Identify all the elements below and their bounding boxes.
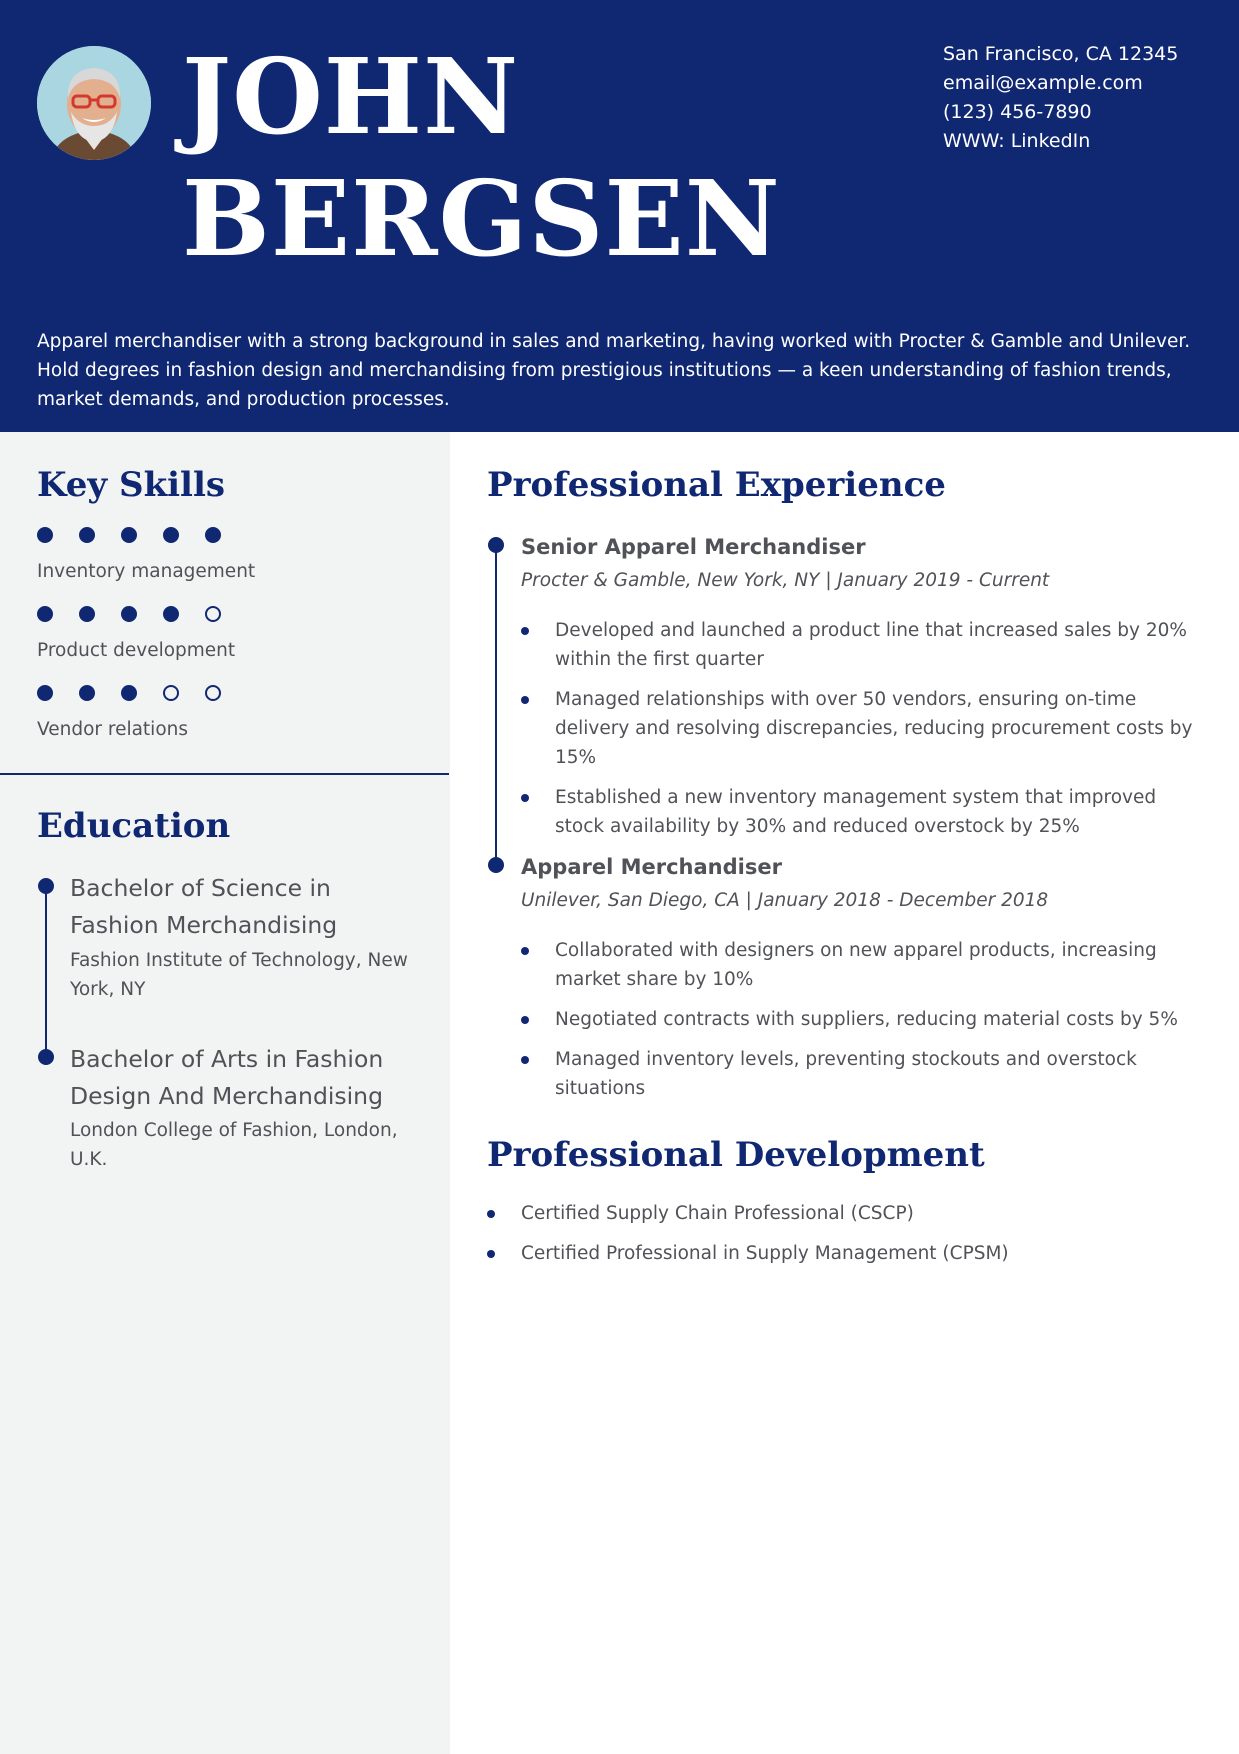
bullet-icon [521, 1016, 529, 1024]
rating-dot-filled [37, 527, 53, 543]
bullet-text: Developed and launched a product line that increased sales by 20% within the first quarter [555, 620, 1187, 670]
rating-dot-empty [205, 685, 221, 701]
section-divider [0, 773, 449, 775]
rating-dot-filled [163, 606, 179, 622]
development-title: Professional Development [487, 1135, 985, 1175]
job-meta: Unilever, San Diego, CA | January 2018 - December 2018 [521, 890, 1049, 911]
education-title: Education [37, 806, 231, 846]
skill-label: Inventory management [37, 561, 256, 582]
list-item [521, 685, 1201, 772]
rating-dot-filled [121, 606, 137, 622]
skill-rating-inventory [37, 527, 221, 543]
contact-location: San Francisco, CA 12345 [943, 43, 1179, 65]
portrait-image [37, 46, 151, 160]
list-item [521, 616, 1201, 674]
bullet-icon [487, 1250, 495, 1258]
bullet-icon [521, 696, 529, 704]
last-name: BERGSEN [182, 157, 781, 280]
rating-dot-filled [205, 527, 221, 543]
list-item [521, 783, 1201, 841]
job-title: Senior Apparel Merchandiser [521, 535, 866, 559]
rating-dot-empty [163, 685, 179, 701]
contact-email[interactable]: email@example.com [943, 72, 1143, 94]
bullet-icon [521, 794, 529, 802]
skill-label: Vendor relations [37, 719, 189, 740]
experience-timeline-line [495, 545, 497, 865]
list-item [521, 1005, 1211, 1034]
profile-summary: Apparel merchandiser with a strong background in sales and marketing, having worked with Procter & Gamble and Unilever. Hold degrees in fashion design and merchandising from prestigious institutions — a keen understanding of fashion trends, market demands, and production processes. [37, 331, 1191, 410]
education-degree: Bachelor of Science in Fashion Merchandising [70, 874, 338, 939]
skill-rating-product [37, 606, 221, 622]
job-bullets [521, 936, 1211, 1114]
rating-dot-filled [121, 527, 137, 543]
resume-header [0, 0, 1239, 432]
first-name: JOHN [182, 35, 520, 158]
list-item [487, 1239, 1207, 1268]
rating-dot-filled [79, 527, 95, 543]
rating-dot-filled [121, 685, 137, 701]
candidate-name [182, 36, 781, 280]
bullet-icon [521, 947, 529, 955]
list-item [521, 936, 1211, 994]
timeline-marker [38, 1049, 54, 1065]
profile-photo [37, 46, 151, 160]
education-timeline-line [45, 886, 47, 1057]
rating-dot-empty [205, 606, 221, 622]
job-meta: Procter & Gamble, New York, NY | January 2019 - Current [521, 570, 1050, 591]
bullet-text: Negotiated contracts with suppliers, reducing material costs by 5% [555, 1009, 1178, 1030]
timeline-marker [488, 857, 504, 873]
skill-rating-vendor [37, 685, 221, 701]
rating-dot-filled [37, 606, 53, 622]
rating-dot-filled [37, 685, 53, 701]
bullet-text: Collaborated with designers on new apparel products, increasing market share by 10% [555, 940, 1157, 990]
bullet-text: Managed relationships with over 50 vendors, ensuring on-time delivery and resolving discrepancies, reducing procurement costs by 15% [555, 689, 1193, 768]
skill-label: Product development [37, 640, 236, 661]
timeline-marker [488, 537, 504, 553]
contact-info [943, 40, 1178, 156]
bullet-text: Established a new inventory management system that improved stock availability by 30% and reduced overstock by 25% [555, 787, 1157, 837]
education-degree: Bachelor of Arts in Fashion Design And Merchandising [70, 1045, 384, 1110]
bullet-text: Managed inventory levels, preventing stockouts and overstock situations [555, 1049, 1137, 1099]
skills-title: Key Skills [37, 465, 226, 505]
bullet-icon [487, 1210, 495, 1218]
development-list [487, 1199, 1207, 1279]
bullet-icon [521, 627, 529, 635]
timeline-marker [38, 878, 54, 894]
bullet-icon [521, 1056, 529, 1064]
contact-phone[interactable]: (123) 456-7890 [943, 101, 1092, 123]
list-item [487, 1199, 1207, 1228]
list-item [521, 1045, 1211, 1103]
rating-dot-filled [79, 685, 95, 701]
job-title: Apparel Merchandiser [521, 855, 782, 879]
job-bullets [521, 616, 1201, 852]
bullet-text: Certified Supply Chain Professional (CSCP) [521, 1203, 914, 1224]
rating-dot-filled [79, 606, 95, 622]
experience-title: Professional Experience [487, 465, 946, 505]
education-school: Fashion Institute of Technology, New York, NY [70, 950, 408, 1000]
education-school: London College of Fashion, London, U.K. [70, 1120, 398, 1170]
rating-dot-filled [163, 527, 179, 543]
bullet-text: Certified Professional in Supply Management (CPSM) [521, 1243, 1009, 1264]
contact-web[interactable]: WWW: LinkedIn [943, 130, 1091, 152]
